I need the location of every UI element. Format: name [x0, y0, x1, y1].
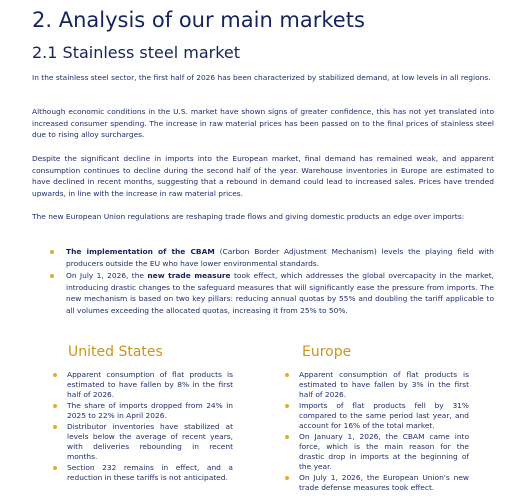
subsection-heading: 2.1 Stainless steel market: [32, 43, 241, 62]
item-text-post: took effect, which addresses the global overcapacity in the market, introducing drastic changes to the safeguard measures that will significantly ease the pressure from imports. The new mechanism is based on two key pillars: reducing annual quotas by 55% and doubling the tariff applicable to all volumes exceeding the allocated quotas, increasing it from 25% to 50%.: [66, 271, 495, 315]
bullet-icon: [50, 250, 54, 254]
intro-paragraph: In the stainless steel sector, the first half of 2026 has been characterized by stabilized demand, at low levels in all regions.: [32, 73, 491, 82]
list-item-text: Distributor inventories have stabilized at levels below the average of recent years, with deliveries rebounding in recent months.: [67, 422, 233, 461]
bullet-icon: [285, 404, 289, 408]
list-item-text: The share of imports dropped from 24% in 2025 to 22% in April 2026.: [67, 401, 233, 420]
list-item: [52, 422, 233, 462]
list-item-text: Section 232 remains in effect, and a reduction in these tariffs is not anticipated.: [67, 463, 233, 482]
bullet-icon: [53, 404, 57, 408]
united-states-title: United States: [68, 344, 163, 360]
item-text-post: (Carbon Border Adjustment Mechanism) levels the playing field with producers outside the EU who have lower environmental standards.: [66, 247, 494, 268]
bullet-icon: [285, 373, 289, 377]
list-item: [52, 370, 233, 400]
list-item-text: Imports of flat products fell by 31% compared to the same period last year, and account for 16% of the total market.: [299, 401, 469, 430]
list-item: [284, 473, 469, 493]
bullet-icon: [53, 466, 57, 470]
list-item: [52, 401, 233, 421]
bullet-icon: [285, 476, 289, 480]
list-item-cbam: [48, 246, 494, 269]
item-text-pre: On July 1, 2026, the: [66, 271, 148, 280]
list-item-text: On July 1, 2026, the European Union's new trade defense measures took effect.: [299, 473, 469, 492]
bullet-icon: [53, 425, 57, 429]
bullet-icon: [285, 435, 289, 439]
european-market-paragraph: Despite the significant decline in imports into the European market, final demand has remained weak, and apparent consumption continues to decline during the second half of the year. Warehouse inventories in Europe are estimated to have declined in recent months, suggesting that a rebound in demand could lead to increased sales. Prices have trended upwards, in line with the increase in raw material prices.: [32, 154, 494, 198]
list-item: [284, 370, 469, 400]
bullet-icon: [53, 373, 57, 377]
europe-title: Europe: [302, 344, 352, 360]
list-item-text: Apparent consumption of flat products is estimated to have fallen by 8% in the first half of 2026.: [67, 370, 233, 399]
europe-list: [284, 370, 469, 494]
list-item: [284, 401, 469, 431]
list-item: [284, 432, 469, 472]
united-states-list: [52, 370, 233, 484]
eu-measures-list: [48, 246, 494, 316]
item-text-strong: new trade measure: [147, 271, 231, 280]
list-item-text: Apparent consumption of flat products is estimated to have fallen by 3% in the first half of 2026.: [299, 370, 469, 399]
bullet-icon: [50, 274, 54, 278]
section-heading: 2. Analysis of our main markets: [32, 8, 365, 32]
list-item: [52, 463, 233, 483]
list-item-trade-measure: [48, 270, 494, 316]
eu-regulations-paragraph: The new European Union regulations are reshaping trade flows and giving domestic products an edge over imports:: [32, 212, 465, 221]
list-item-text: On January 1, 2026, the CBAM came into force, which is the main reason for the drastic drop in imports at the beginning of the year.: [299, 432, 469, 471]
item-text-strong: The implementation of the CBAM: [66, 247, 215, 256]
us-market-paragraph: Although economic conditions in the U.S. market have shown signs of greater confidence, this has not yet translated into increased consumer spending. The increase in raw material prices has been passed on to the final prices of stainless steel due to rising alloy surcharges.: [32, 107, 494, 139]
